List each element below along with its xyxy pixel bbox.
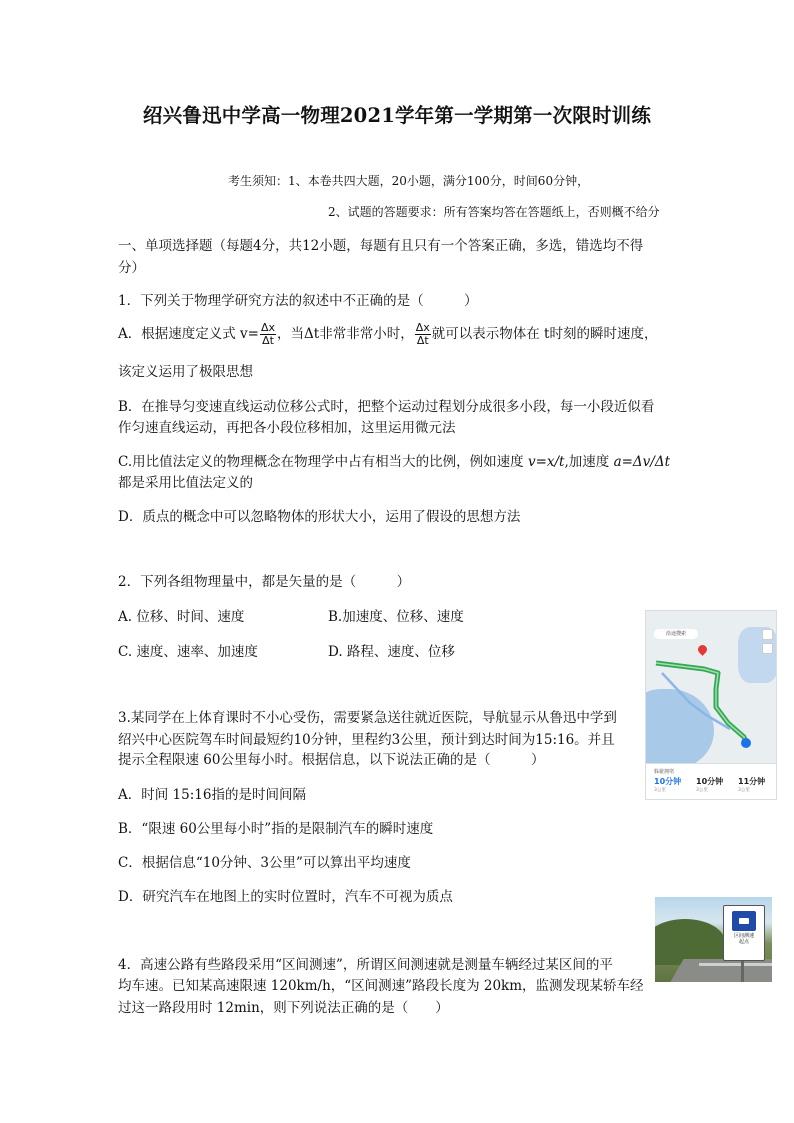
q2-option-d: D. 路程、速度、位移 — [328, 644, 455, 660]
q1-option-c-line-2: 都是采用比值法定义的 — [118, 475, 253, 491]
q1-a-text-2: ，当Δt非常非常小时， — [277, 326, 414, 342]
q1-c-text-1: C.用比值法定义的物理概念在物理学中占有相当大的比例，例如速度 — [118, 454, 528, 470]
q2-option-a: A. 位移、时间、速度 — [118, 609, 245, 625]
navigation-map-image — [645, 610, 777, 800]
sign-text-line-2: 起点 — [738, 939, 749, 945]
q1-c-text-2: ,加速度 — [564, 454, 614, 470]
map-zoom-icon — [762, 643, 773, 654]
route-options-panel — [646, 763, 776, 800]
section-heading-line-2: 分） — [118, 260, 145, 276]
q1-option-a-line-1 — [118, 322, 657, 347]
speed-zone-sign — [723, 905, 765, 961]
frac-num-1: Δx — [260, 321, 276, 334]
q3-option-d: D．研究汽车在地图上的实时位置时，汽车不可视为质点 — [118, 889, 453, 905]
q1-option-a-line-2: 该定义运用了极限思想 — [118, 364, 253, 380]
q1-option-c-line-1 — [118, 450, 670, 470]
q1-a-text-1: A．根据速度定义式 v= — [118, 326, 259, 342]
sign-text-line-1: 区间测速 — [733, 933, 754, 939]
page-title: 绍兴鲁迅中学高一物理2021学年第一学期第一次限时训练 — [142, 104, 652, 127]
avoid-congestion-chip: 躲避拥堵 — [654, 769, 675, 775]
q4-stem-line-2: 均车速。已知某高速限速 120km/h，“区间测速”路段长度为 20km，监测发现某轿车经 — [118, 978, 644, 994]
q2-option-b: B.加速度、位移、速度 — [328, 609, 464, 625]
notice-line-2: 2、试题的答题要求：所有答案均答在答题纸上，否则概不给分 — [328, 205, 660, 219]
q2-option-c: C. 速度、速率、加速度 — [118, 644, 258, 660]
q1-option-b-line-1: B．在推导匀变速直线运动位移公式时，把整个运动过程划分成很多小段，每一小段近似看 — [118, 399, 655, 415]
q3-option-c: C．根据信息“10分钟、3公里”可以算出平均速度 — [118, 855, 411, 871]
q4-stem-line-1: 4．高速公路有些路段采用“区间测速”，所谓区间测速就是测量车辆经过某区间的平 — [118, 957, 613, 973]
q1-a-text-3: 就可以表示物体在 t时刻的瞬时速度， — [431, 326, 658, 342]
notice-line-1: 考生须知：1、本卷共四大题，20小题，满分100分，时间60分钟， — [228, 174, 590, 188]
q1-stem: 1．下列关于物理学研究方法的叙述中不正确的是（ ） — [118, 293, 478, 309]
route-option-2-time: 10分钟 — [696, 777, 724, 786]
q3-stem-line-3: 提示全程限速 60公里每小时。根据信息，以下说法正确的是（ ） — [118, 752, 545, 768]
q3-option-a: A．时间 15:16指的是时间间隔 — [118, 787, 306, 803]
frac-num-2: Δx — [415, 321, 430, 334]
sign-pole — [741, 959, 744, 982]
q3-stem-line-2: 绍兴中心医院驾车时间最短约10分钟，里程约3公里，预计到达时间为15:16。并且 — [118, 732, 615, 748]
q1-c-formula-2: a=Δv/Δt — [613, 454, 671, 470]
route-option-2 — [696, 776, 736, 793]
section-heading-line-1: 一、单项选择题（每题4分，共12小题，每题有且只有一个答案正确，多选，错选均不得 — [118, 238, 644, 254]
q3-stem-line-1: 3.某同学在上体育课时不小心受伤，需要紧急送往就近医院，导航显示从鲁迅中学到 — [118, 710, 617, 726]
q1-option-b-line-2: 作匀速直线运动，再把各小段位移相加，这里运用微元法 — [118, 420, 456, 436]
q4-stem-line-3: 过这一路段用时 12min，则下列说法正确的是（ ） — [118, 1000, 449, 1016]
delta-fraction-1 — [260, 322, 276, 347]
q3-option-b: B．“限速 60公里每小时”指的是限制汽车的瞬时速度 — [118, 821, 434, 837]
speed-zone-sign-photo — [655, 897, 772, 982]
route-option-1-time: 10分钟 — [654, 777, 682, 786]
route-option-1-sub: 3公里 — [654, 788, 666, 793]
frac-den-1: Δt — [262, 334, 274, 347]
q1-c-formula-1: v=x/t — [527, 454, 565, 470]
guardrail-shape — [699, 963, 772, 966]
route-option-2-sub: 3公里 — [696, 788, 708, 793]
route-option-3-sub: 3公里 — [738, 788, 750, 793]
camera-icon — [732, 911, 756, 931]
map-search-banner: 沿途搜索 — [654, 629, 698, 639]
q1-option-d: D．质点的概念中可以忽略物体的形状大小，运用了假设的思想方法 — [118, 509, 521, 525]
route-option-3-time: 11分钟 — [738, 777, 766, 786]
frac-den-2: Δt — [416, 334, 429, 347]
map-layer-icon — [762, 629, 773, 640]
delta-fraction-2 — [415, 322, 431, 347]
route-option-1 — [654, 776, 694, 793]
q2-stem: 2．下列各组物理量中，都是矢量的是（ ） — [118, 574, 411, 590]
route-option-3 — [738, 776, 777, 793]
